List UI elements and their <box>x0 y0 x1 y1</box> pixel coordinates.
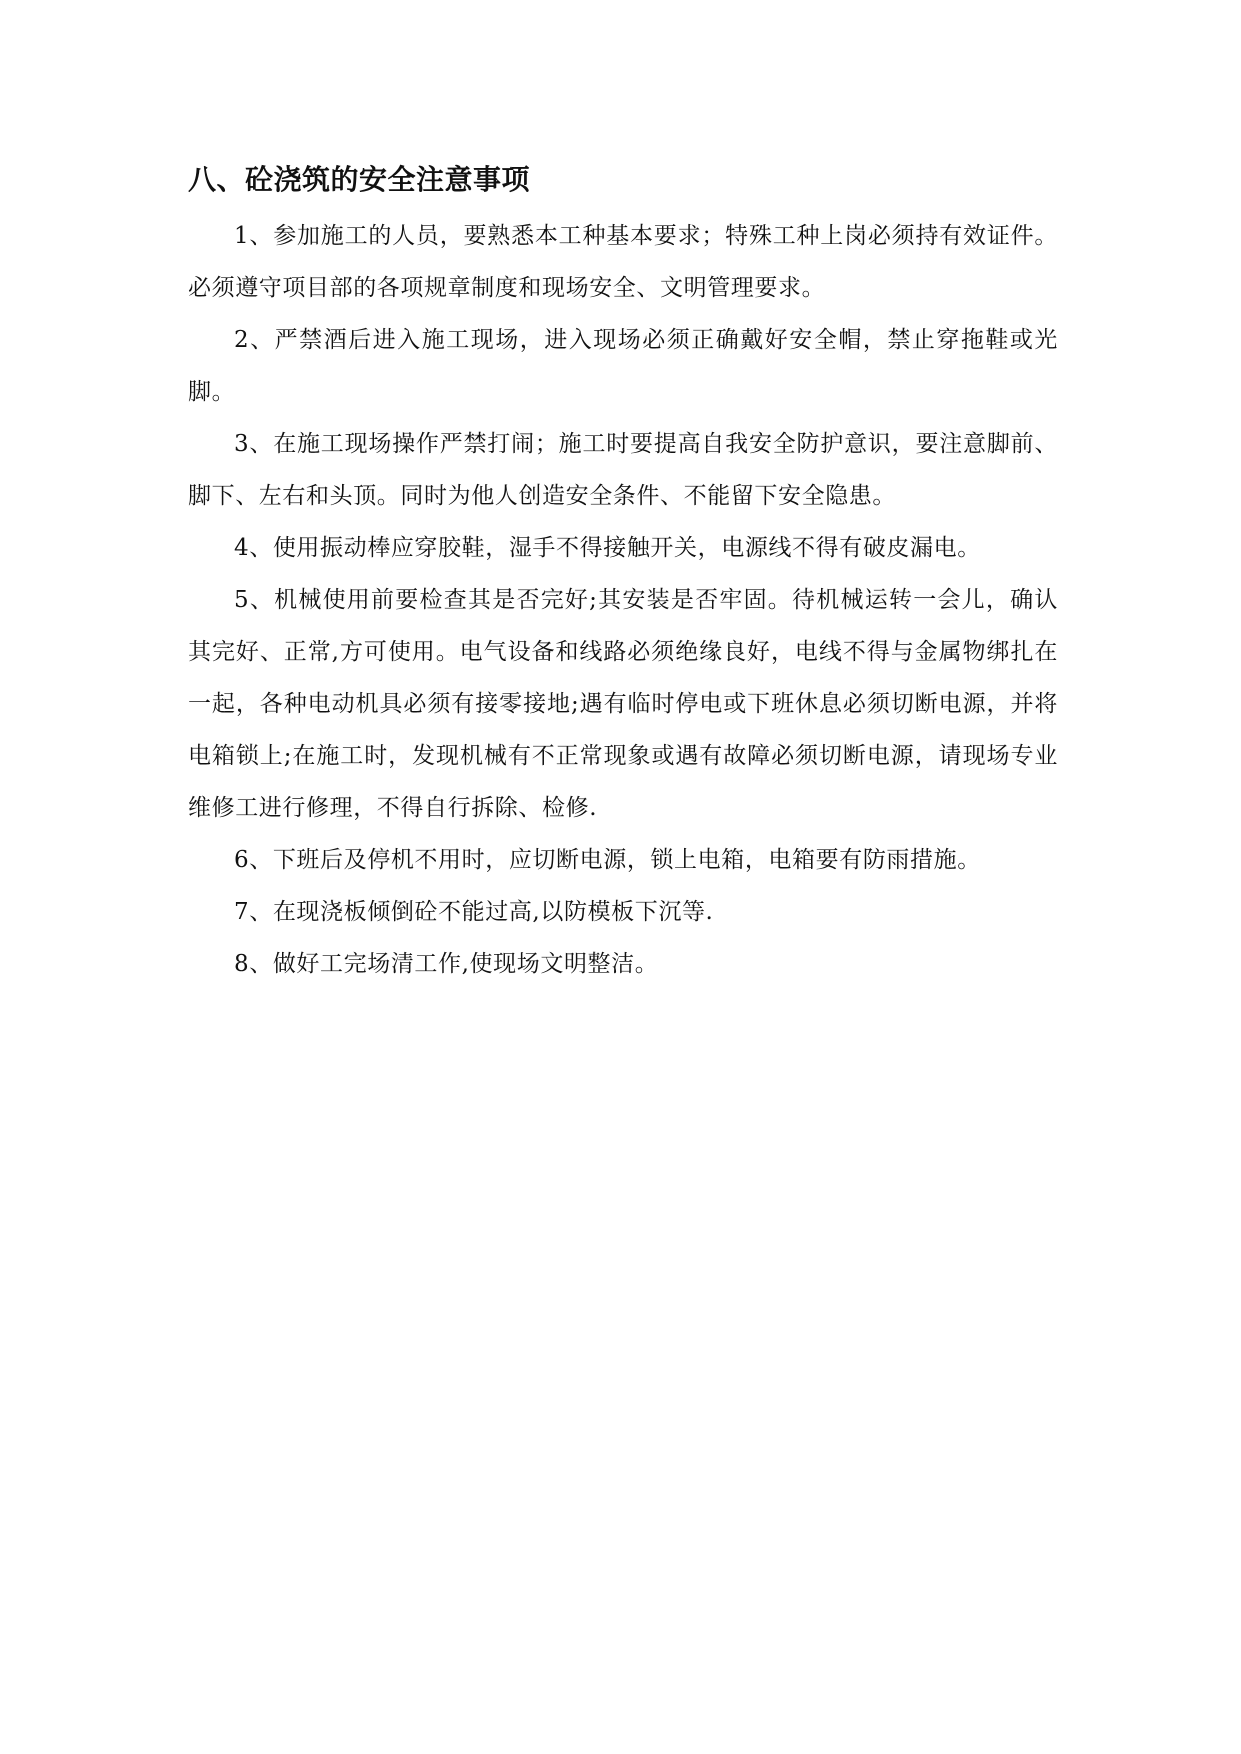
document-body <box>188 150 1058 990</box>
safety-item-5: 5、机械使用前要检查其是否完好;其安装是否牢固。待机械运转一会儿，确认其完好、正常,方可使用。电气设备和线路必须绝缘良好，电线不得与金属物绑扎在一起，各种电动机具必须有接零接地;遇有临时停电或下班休息必须切断电源，并将电箱锁上;在施工时，发现机械有不正常现象或遇有故障必须切断电源，请现场专业维修工进行修理，不得自行拆除、检修. <box>188 587 1058 821</box>
safety-item-6: 6、下班后及停机不用时，应切断电源，锁上电箱，电箱要有防雨措施。 <box>234 847 981 873</box>
safety-item-1: 1、参加施工的人员，要熟悉本工种基本要求；特殊工种上岗必须持有效证件。必须遵守项目部的各项规章制度和现场安全、文明管理要求。 <box>188 223 1058 301</box>
section-heading: 八、砼浇筑的安全注意事项 <box>188 163 531 196</box>
safety-item-3: 3、在施工现场操作严禁打闹；施工时要提高自我安全防护意识，要注意脚前、脚下、左右和头顶。同时为他人创造安全条件、不能留下安全隐患。 <box>188 431 1058 509</box>
safety-item-2: 2、严禁酒后进入施工现场，进入现场必须正确戴好安全帽，禁止穿拖鞋或光脚。 <box>188 327 1058 405</box>
safety-item-7: 7、在现浇板倾倒砼不能过高,以防模板下沉等. <box>234 899 714 925</box>
safety-item-4: 4、使用振动棒应穿胶鞋，湿手不得接触开关，电源线不得有破皮漏电。 <box>234 535 981 561</box>
safety-item-8: 8、做好工完场清工作,使现场文明整洁。 <box>234 951 659 977</box>
